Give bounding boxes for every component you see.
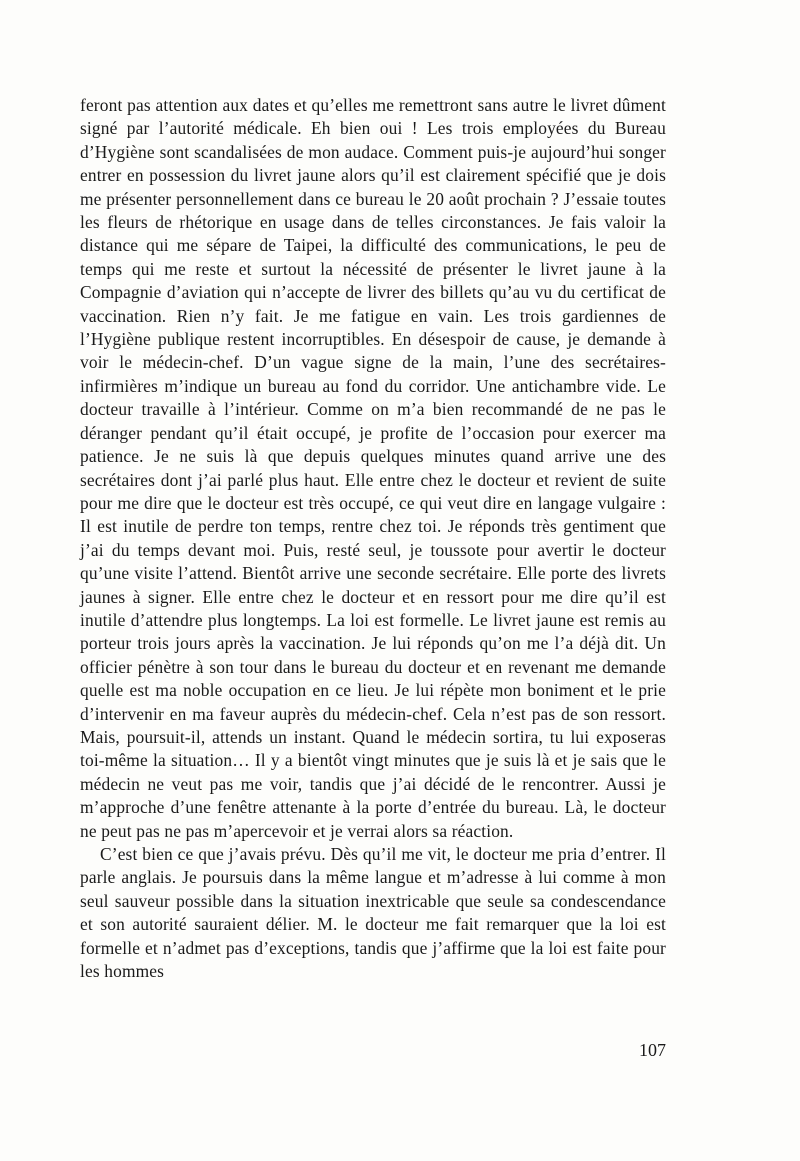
paragraph-1: feront pas attention aux dates et qu’elles me remettront sans autre le livret dûment signé par l’autorité médicale. Eh bien oui ! Les trois employées du Bureau d’Hygiène sont scandalisées de mon audace. Comment puis-je aujourd’hui songer entrer en possession du livret jaune alors qu’il est clairement spécifié que je dois me présenter personnellement dans ce bureau le 20 août prochain ? J’essaie toutes les fleurs de rhétorique en usage dans de telles circonstances. Je fais valoir la distance qui me sépare de Taipei, la difficulté des communications, le peu de temps qui me reste et surtout la nécessité de présenter le livret jaune à la Compagnie d’aviation qui n’accepte de livrer des billets qu’au vu du certificat de vaccination. Rien n’y fait. Je me fatigue en vain. Les trois gardiennes de l’Hygiène publique restent incorruptibles. En désespoir de cause, je demande à voir le médecin-chef. D’un vague signe de la main, l’une des secrétaires-infirmières m’indique un bureau au fond du corridor. Une antichambre vide. Le docteur travaille à l’intérieur. Comme on m’a bien recommandé de ne pas le déranger pendant qu’il était occupé, je profite de l’occasion pour exercer ma patience. Je ne suis là que depuis quelques minutes quand arrive une des secrétaires dont j’ai parlé plus haut. Elle entre chez le docteur et revient de suite pour me dire que le docteur est très occupé, ce qui veut dire en langage vulgaire : Il est inutile de perdre ton temps, rentre chez toi. Je réponds très gentiment que j’ai du temps devant moi. Puis, resté seul, je toussote pour avertir le docteur qu’une visite l’attend. Bientôt arrive une seconde secrétaire. Elle porte des livrets jaunes à signer. Elle entre chez le docteur et en ressort pour me dire qu’il est inutile d’attendre plus longtemps. La loi est formelle. Le livret jaune est remis au porteur trois jours après la vaccination. Je lui réponds qu’on me l’a déjà dit. Un officier pénètre à son tour dans le bureau du docteur et en revenant me demande quelle est ma noble occupation en ce lieu. Je lui répète mon boniment et le prie d’intervenir en ma faveur auprès du médecin-chef. Cela n’est pas de son ressort. Mais, poursuit-il, attends un instant. Quand le médecin sortira, tu lui exposeras toi-même la situation… Il y a bientôt vingt minutes que je suis là et je sais que le médecin ne veut pas me voir, tandis que j’ai décidé de le rencontrer. Aussi je m’approche d’une fenêtre attenante à la porte d’entrée du bureau. Là, le docteur ne peut pas ne pas m’apercevoir et je verrai alors sa réaction. <box>80 95 666 841</box>
paragraph-2: C’est bien ce que j’avais prévu. Dès qu’il me vit, le docteur me pria d’entrer. Il parle anglais. Je poursuis dans la même langue et m’adresse à lui comme à mon seul sauveur possible dans la situation inextricable que seule sa condescendance et son autorité sauraient délier. M. le docteur me fait remarquer que la loi est formelle et n’admet pas d’exceptions, tandis que j’affirme que la loi est faite pour les hommes <box>80 844 666 982</box>
body-text <box>80 94 666 983</box>
page-number: 107 <box>639 1040 666 1060</box>
